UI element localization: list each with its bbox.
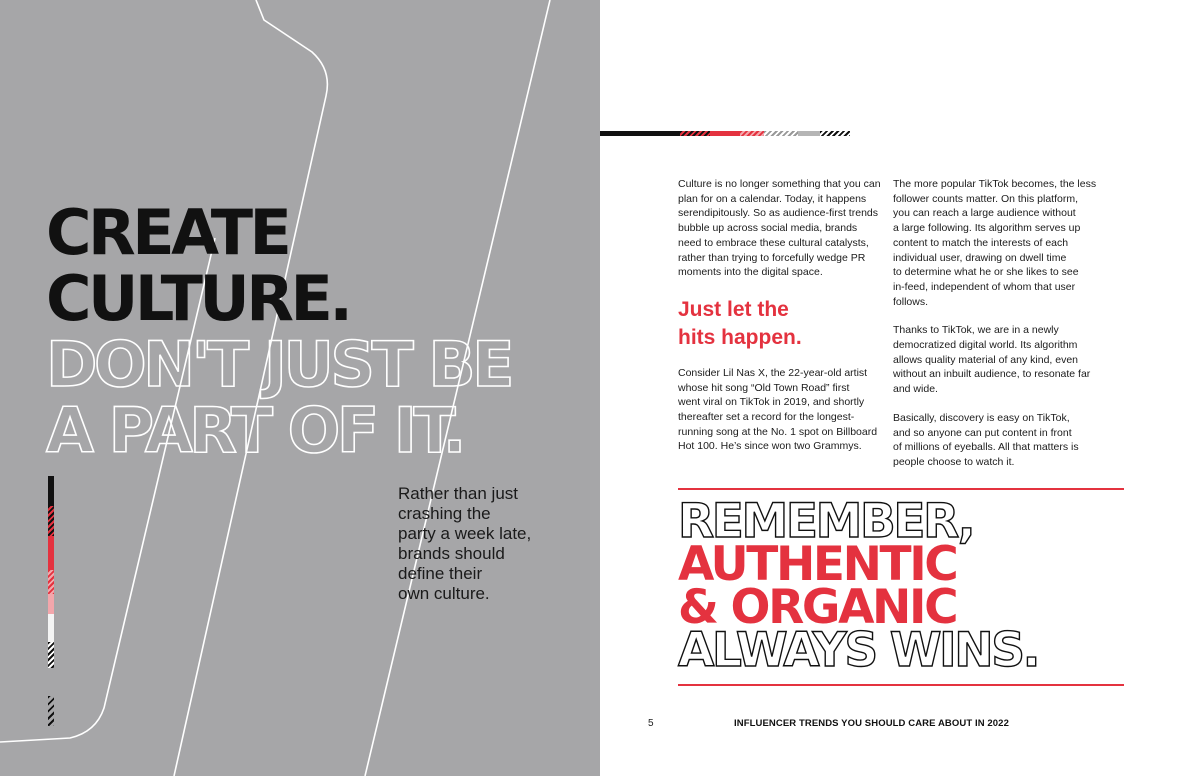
headline-line-a-part-of-it: A PART OF IT.	[46, 394, 463, 467]
pull-quote-line: own culture.	[398, 584, 490, 603]
body-paragraph	[893, 323, 1103, 397]
decorative-stripe-bar	[600, 131, 850, 136]
text-line: went viral on TikTok in 2019, and shortly	[678, 396, 865, 409]
text-line: a large following. Its algorithm serves up	[893, 222, 1081, 235]
text-line: follows.	[893, 295, 929, 308]
text-line: whose hit song “Old Town Road” first	[678, 381, 850, 394]
subheading-line: Just let the	[678, 297, 789, 321]
headline-line-create: CREATE	[46, 196, 289, 269]
subheading	[678, 296, 888, 352]
text-line: content to match the interests of each	[893, 236, 1069, 249]
divider-bottom	[678, 684, 1124, 686]
intro-paragraph	[678, 177, 888, 280]
text-line: thereafter set a record for the longest-	[678, 411, 855, 424]
callout-line-remember: REMEMBER,	[678, 494, 974, 549]
text-line: people choose to watch it.	[893, 455, 1015, 468]
text-line: Hot 100. He’s since won two Grammys.	[678, 440, 862, 453]
text-line: Culture is no longer something that you can	[678, 178, 881, 190]
text-line: bubble up across social media, brands	[678, 222, 858, 235]
callout-quote	[678, 494, 1178, 678]
pull-quote-line: crashing the	[398, 504, 491, 523]
text-line: Thanks to TikTok, we are in a newly	[893, 324, 1059, 337]
headline-line-culture: CULTURE.	[46, 262, 350, 335]
callout-line-organic: & ORGANIC	[678, 580, 957, 635]
text-line: running song at the No. 1 spot on Billboard	[678, 425, 878, 438]
text-column-right	[893, 177, 1103, 484]
text-line: individual user, drawing on dwell time	[893, 251, 1067, 264]
pull-quote-line: brands should	[398, 544, 505, 563]
footer-title: INFLUENCER TRENDS YOU SHOULD CARE ABOUT IN 2022	[734, 718, 1009, 729]
text-line: rather than trying to forcefully wedge PR	[678, 251, 866, 264]
text-line: and so anyone can put content in front	[893, 426, 1072, 439]
body-paragraph	[678, 366, 888, 454]
pull-quote	[398, 484, 588, 604]
headline-line-dont-just-be: DON'T JUST BE	[46, 328, 511, 401]
text-line: to determine what he or she likes to see	[893, 266, 1079, 279]
text-line: in-feed, independent of whom that user	[893, 280, 1076, 293]
body-paragraph	[893, 177, 1103, 309]
pull-quote-line: define their	[398, 564, 483, 583]
text-line: and wide.	[893, 383, 938, 396]
body-paragraph	[893, 411, 1103, 470]
text-line: moments into the digital space.	[678, 266, 823, 279]
divider-top	[678, 488, 1124, 490]
text-line: allows quality material of any kind, even	[893, 353, 1079, 366]
text-line: serendipitously. So as audience-first trends	[678, 207, 878, 220]
pull-quote-line: Rather than just	[398, 484, 519, 503]
text-line: of millions of eyeballs. All that matters is	[893, 441, 1079, 454]
callout-line-authentic: AUTHENTIC	[678, 537, 957, 592]
subheading-line: hits happen.	[678, 325, 802, 349]
page-number: 5	[648, 718, 654, 729]
text-line: Basically, discovery is easy on TikTok,	[893, 411, 1070, 424]
text-line: you can reach a large audience without	[893, 207, 1076, 220]
callout-line-always-wins: ALWAYS WINS.	[678, 623, 1039, 678]
text-line: need to embrace these cultural catalysts,	[678, 236, 869, 249]
text-line: without an inbuilt audience, to resonate far	[893, 368, 1091, 381]
main-headline	[46, 196, 591, 467]
text-line: follower counts matter. On this platform,	[893, 192, 1078, 205]
text-line: democratized digital world. Its algorithm	[893, 339, 1078, 352]
text-line: The more popular TikTok becomes, the less	[893, 178, 1097, 190]
text-line: Consider Lil Nas X, the 22-year-old artist	[678, 366, 868, 379]
pull-quote-line: party a week late,	[398, 524, 532, 543]
text-column-left	[678, 177, 888, 468]
text-line: plan for on a calendar. Today, it happens	[678, 192, 867, 205]
right-page	[600, 0, 1200, 776]
